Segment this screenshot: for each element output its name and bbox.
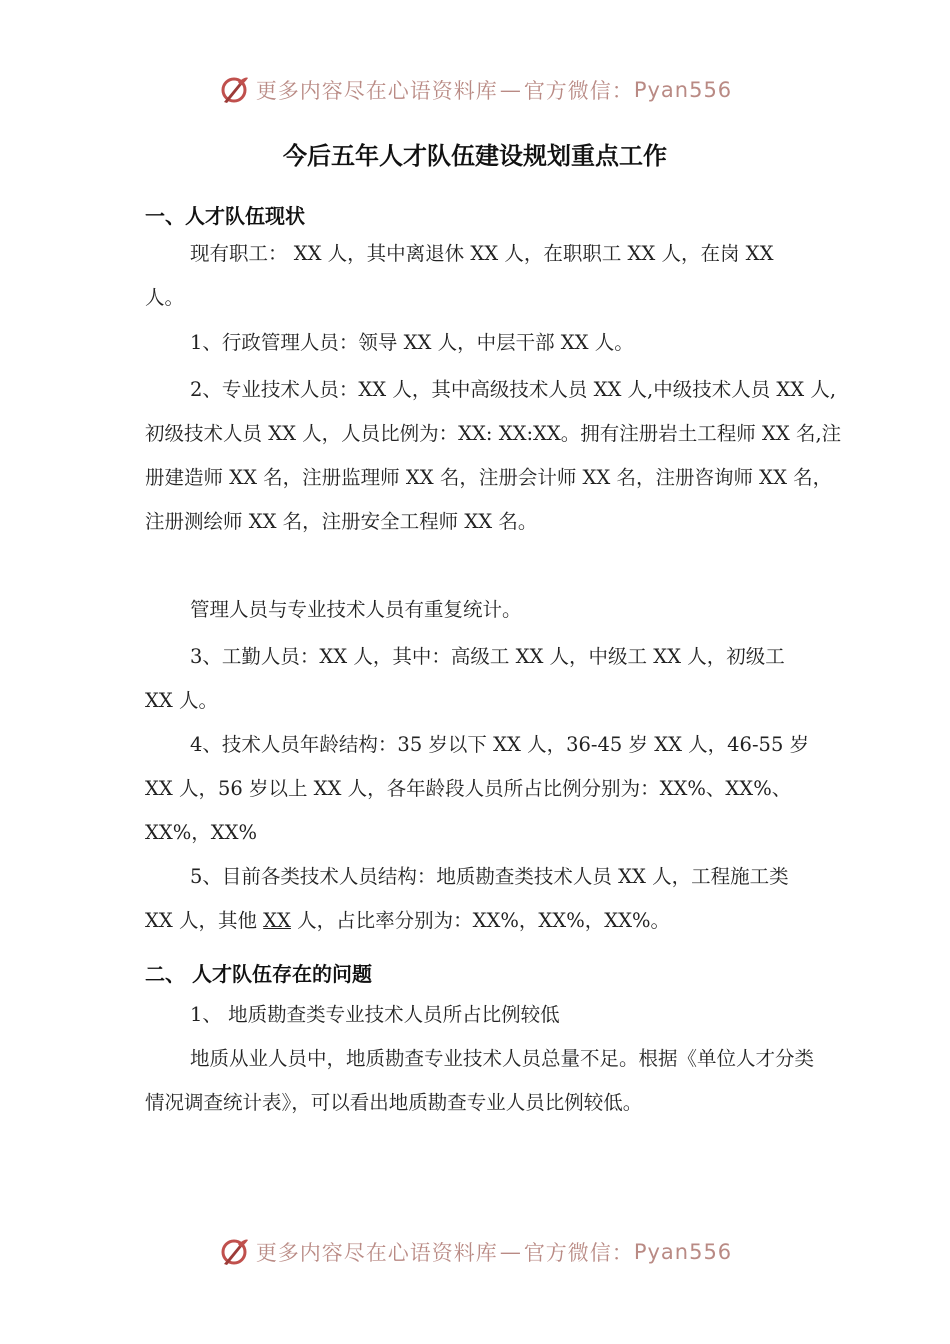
banner-wechat-id: Pyan556 [633,1240,733,1264]
section1-paragraph-4: 管理人员与专业技术人员有重复统计。 [190,598,522,621]
section1-paragraph-6: 4、技术人员年龄结构：35 岁以下 XX 人，36-45 岁 XX 人，46-55 岁 XX 人，56 岁以上 XX 人，各年龄段人员所占比例分别为：XX%、XX%、XX%，XX% [145,733,810,844]
banner-wechat-id: Pyan556 [633,78,733,102]
section1-paragraph-5: 3、工勤人员：XX 人，其中：高级工 XX 人，中级工 XX 人，初级工 XX 人。 [145,645,785,712]
section2-paragraph-2: 地质从业人员中，地质勘查专业技术人员总量不足。根据《单位人才分类情况调查统计表》，可以看出地质勘查专业人员比例较低。 [145,1047,815,1114]
banner-text: 更多内容尽在心语资料库 [255,79,498,103]
footer-banner [0,1236,950,1268]
p7-text-end: 人，占比率分别为：XX%，XX%，XX%。 [290,909,671,932]
section1-heading: 一、人才队伍现状 [145,204,305,228]
banner-wechat-label: 官方微信： [523,1241,634,1265]
section2-heading: 二、 人才队伍存在的问题 [145,962,372,986]
banner-separator: — [499,1240,522,1264]
quill-logo-icon [218,1236,250,1268]
p7-text-start: 5、目前各类技术人员结构：地质勘查类技术人员 XX 人，工程施工类 XX 人，其他 [145,865,789,932]
banner-text: 更多内容尽在心语资料库 [255,1241,498,1265]
section1-paragraph-3: 2、专业技术人员：XX 人，其中高级技术人员 XX 人,中级技术人员 XX 人,初级技术人员 XX 人，人员比例为：XX: XX:XX。拥有注册岩土工程师 XX 名,注册建造师 XX 名，注册监理师 XX 名，注册会计师 XX 名，注册咨询师 XX 名，注册测绘师 XX 名，注册安全工程师 XX 名。 [145,378,842,533]
header-banner [0,74,950,106]
banner-separator: — [499,78,522,102]
document-title: 今后五年人才队伍建设规划重点工作 [283,142,667,170]
p7-underlined-value: XX [263,909,291,932]
section1-paragraph-1: 现有职工： XX 人，其中离退休 XX 人，在职职工 XX 人，在岗 XX 人。 [145,242,774,309]
section1-paragraph-7 [145,855,815,943]
banner-wechat-label: 官方微信： [523,79,634,103]
section1-paragraph-2: 1、行政管理人员：领导 XX 人，中层干部 XX 人。 [190,331,634,354]
section2-paragraph-1: 1、 地质勘查类专业技术人员所占比例较低 [190,1003,560,1026]
quill-logo-icon [218,74,250,106]
